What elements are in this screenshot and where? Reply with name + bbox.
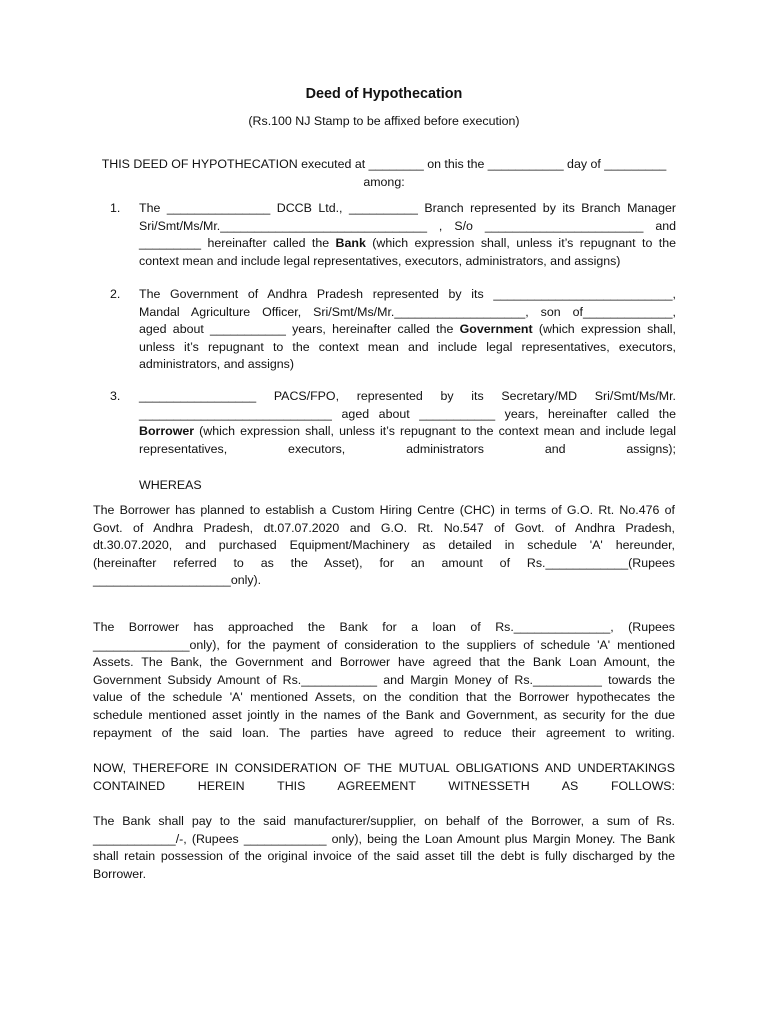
paragraph-line: value of the schedule 'A' mentioned Assets, on the condition that the Borrower hypothecates the (93, 690, 675, 705)
paragraph-line: Government Subsidy Amount of Rs.___________ and Margin Money of Rs.__________ towards the (93, 672, 675, 687)
paragraph-line: The Borrower has planned to establish a Custom Hiring Centre (CHC) in terms of G.O. Rt. No.476 of (93, 503, 675, 517)
paragraph-line: The Bank shall pay to the said manufacturer/supplier, on behalf of the Borrower, a sum of Rs. (93, 814, 675, 828)
recital-paragraph (93, 619, 675, 742)
clause-line: The _______________ DCCB Ltd., __________ Branch represented by its Branch Manager (139, 201, 676, 215)
paragraph-line: repayment of the said loan. The parties have agreed to reduce their agreement to writing. (93, 725, 675, 740)
clause-number: 3. (110, 389, 121, 403)
paragraph-line: Borrower. (93, 866, 147, 881)
clause-line (139, 423, 676, 441)
document-subtitle: (Rs.100 NJ Stamp to be affixed before execution) (248, 114, 520, 128)
clause-line: _________________ PACS/FPO, represented by its Secretary/MD Sri/Smt/Ms/Mr. (139, 389, 676, 403)
clause-line (139, 321, 676, 339)
clause-line: representatives, executors, administrators and assigns); (139, 441, 676, 456)
intro-line: THIS DEED OF HYPOTHECATION executed at ________ on this the ___________ day of _________ (101, 157, 667, 171)
clause-bank (110, 200, 676, 270)
paragraph-line: ______________only), for the payment of consideration to the suppliers of schedule 'A' mentioned (93, 637, 675, 652)
clause-line: The Government of Andhra Pradesh represented by its __________________________, (139, 287, 676, 301)
clause-line: administrators, and assigns) (139, 357, 294, 372)
clause-text: (which expression shall, (532, 322, 676, 337)
clause-number: 2. (110, 287, 121, 301)
clause-body (139, 200, 676, 270)
paragraph-line: NOW, THEREFORE IN CONSIDERATION OF THE MUTUAL OBLIGATIONS AND UNDERTAKINGS (93, 761, 675, 775)
clause-line: unless it’s repugnant to the context mean and include legal representatives, executors, (139, 339, 676, 354)
document-title: Deed of Hypothecation (305, 86, 463, 102)
clause-text: aged about ___________ years, hereinafter called the (139, 322, 460, 337)
clause-body (139, 286, 676, 374)
consideration-heading (93, 760, 675, 795)
clause-number: 1. (110, 201, 121, 215)
clause-government (110, 286, 676, 374)
paragraph-line: (hereinafter referred to as the Asset), for an amount of Rs.____________(Rupees (93, 555, 675, 570)
paragraph-line: ____________________only). (93, 573, 262, 588)
paragraph-line: Assets. The Bank, the Government and Borrower have agreed that the Bank Loan Amount, the (93, 655, 675, 670)
party-name-borrower: Borrower (139, 424, 195, 439)
intro-block (92, 156, 676, 191)
clause-text: _________ hereinafter called the (139, 236, 336, 251)
paragraph-line: shall retain possession of the original invoice of the said asset till the debt is fully discharged by the (93, 849, 675, 864)
clause-borrower (110, 388, 676, 458)
intro-among: among: (363, 174, 405, 189)
paragraph-line: ____________/-, (Rupees ____________ only), being the Loan Amount plus Margin Money. The Bank (93, 831, 675, 846)
paragraph-line: schedule mentioned asset jointly in the names of the Bank and Government, as security for the due (93, 707, 675, 722)
party-name-bank: Bank (335, 236, 366, 251)
paragraph-line: The Borrower has approached the Bank for a loan of Rs.______________, (Rupees (93, 620, 675, 634)
party-name-government: Government (459, 322, 533, 337)
clause-line (139, 235, 676, 253)
payment-paragraph (93, 813, 675, 883)
recital-paragraph (93, 502, 675, 590)
paragraph-line: dt.30.07.2020, and purchased Equipment/Machinery as detailed in schedule 'A' hereunder, (93, 538, 675, 553)
paragraph-line: CONTAINED HEREIN THIS AGREEMENT WITNESSETH AS FOLLOWS: (93, 778, 675, 793)
clause-line: context mean and include legal representatives, executors, administrators, and assigns) (139, 253, 621, 268)
clause-line: ____________________________ aged about ___________ years, hereinafter called the (139, 406, 676, 421)
whereas-heading: WHEREAS (139, 478, 202, 492)
clause-line: Sri/Smt/Ms/Mr.______________________________ , S/o _______________________ and (139, 218, 676, 233)
clause-text: (which expression shall, unless it’s repugnant to the (365, 236, 676, 251)
paragraph-line: Govt. of Andhra Pradesh, dt.07.07.2020 and G.O. Rt. No.547 of Govt. of Andhra Pradesh, (93, 520, 675, 535)
clause-line: Mandal Agriculture Officer, Sri/Smt/Ms/Mr.___________________, son of_____________, (139, 304, 676, 319)
clause-text: (which expression shall, unless it’s repugnant to the context mean and include legal (194, 424, 676, 439)
clause-body (139, 388, 676, 458)
